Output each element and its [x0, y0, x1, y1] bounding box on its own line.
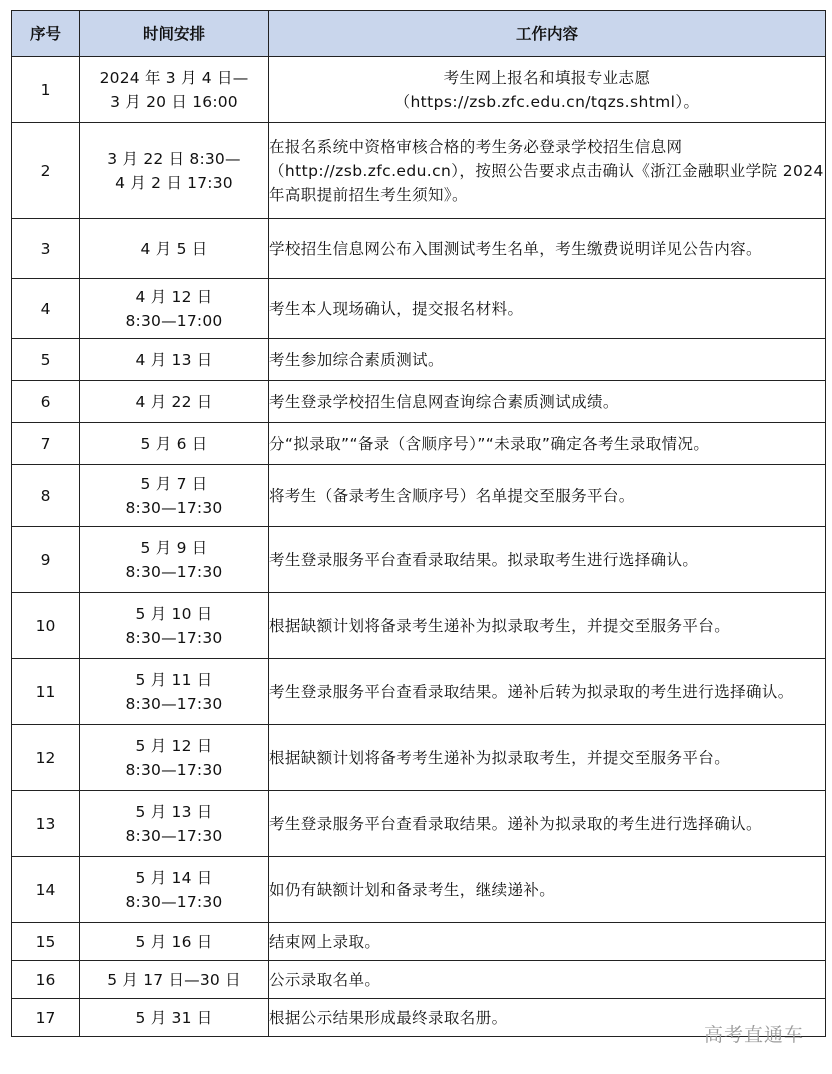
row-index: 14 [12, 857, 80, 923]
row-content: 在报名系统中资格审核合格的考生务必登录学校招生信息网（http://zsb.zfc.edu.cn），按照公告要求点击确认《浙江金融职业学院 2024 年高职提前招生考生须知》。 [269, 123, 826, 219]
table-row [12, 923, 826, 961]
row-index: 12 [12, 725, 80, 791]
row-time: 2024 年 3 月 4 日— 3 月 20 日 16:00 [80, 57, 269, 123]
row-content: 分“拟录取”“备录（含顺序号）”“未录取”确定各考生录取情况。 [269, 423, 826, 465]
row-time: 4 月 22 日 [80, 381, 269, 423]
schedule-table [11, 10, 826, 1037]
table-row [12, 279, 826, 339]
row-time: 5 月 14 日 8:30—17:30 [80, 857, 269, 923]
row-content: 考生登录服务平台查看录取结果。递补为拟录取的考生进行选择确认。 [269, 791, 826, 857]
row-index: 17 [12, 999, 80, 1037]
row-time: 5 月 6 日 [80, 423, 269, 465]
row-index: 6 [12, 381, 80, 423]
schedule-table-wrapper [11, 10, 825, 1037]
table-row [12, 423, 826, 465]
row-time: 5 月 16 日 [80, 923, 269, 961]
row-index: 5 [12, 339, 80, 381]
row-index: 1 [12, 57, 80, 123]
table-row [12, 593, 826, 659]
row-index: 10 [12, 593, 80, 659]
row-content: 根据公示结果形成最终录取名册。 [269, 999, 826, 1037]
table-row [12, 465, 826, 527]
row-time: 4 月 12 日 8:30—17:00 [80, 279, 269, 339]
row-content: 将考生（备录考生含顺序号）名单提交至服务平台。 [269, 465, 826, 527]
row-index: 13 [12, 791, 80, 857]
row-content: 考生参加综合素质测试。 [269, 339, 826, 381]
row-index: 7 [12, 423, 80, 465]
row-content: 公示录取名单。 [269, 961, 826, 999]
header-row [12, 11, 826, 57]
row-time: 5 月 7 日 8:30—17:30 [80, 465, 269, 527]
row-time: 4 月 13 日 [80, 339, 269, 381]
header-time: 时间安排 [80, 11, 269, 57]
row-content: 考生登录服务平台查看录取结果。拟录取考生进行选择确认。 [269, 527, 826, 593]
row-content: 考生登录学校招生信息网查询综合素质测试成绩。 [269, 381, 826, 423]
table-row [12, 381, 826, 423]
row-content: 考生本人现场确认，提交报名材料。 [269, 279, 826, 339]
table-row [12, 527, 826, 593]
watermark: 高考直通车 [703, 1024, 804, 1046]
row-content: 结束网上录取。 [269, 923, 826, 961]
row-index: 16 [12, 961, 80, 999]
row-time: 3 月 22 日 8:30— 4 月 2 日 17:30 [80, 123, 269, 219]
row-time: 5 月 13 日 8:30—17:30 [80, 791, 269, 857]
row-index: 11 [12, 659, 80, 725]
row-index: 3 [12, 219, 80, 279]
row-time: 5 月 17 日—30 日 [80, 961, 269, 999]
table-row [12, 725, 826, 791]
table-row [12, 123, 826, 219]
row-time: 5 月 12 日 8:30—17:30 [80, 725, 269, 791]
table-row [12, 219, 826, 279]
row-index: 8 [12, 465, 80, 527]
row-index: 2 [12, 123, 80, 219]
header-content: 工作内容 [269, 11, 826, 57]
table-row [12, 857, 826, 923]
row-index: 9 [12, 527, 80, 593]
row-content: 学校招生信息网公布入围测试考生名单，考生缴费说明详见公告内容。 [269, 219, 826, 279]
row-time: 4 月 5 日 [80, 219, 269, 279]
header-index: 序号 [12, 11, 80, 57]
row-time: 5 月 31 日 [80, 999, 269, 1037]
row-index: 15 [12, 923, 80, 961]
table-row [12, 57, 826, 123]
row-content: 根据缺额计划将备录考生递补为拟录取考生，并提交至服务平台。 [269, 593, 826, 659]
row-content: 考生网上报名和填报专业志愿 （https://zsb.zfc.edu.cn/tqzs.shtml）。 [269, 57, 826, 123]
row-time: 5 月 9 日 8:30—17:30 [80, 527, 269, 593]
row-index: 4 [12, 279, 80, 339]
row-content: 如仍有缺额计划和备录考生，继续递补。 [269, 857, 826, 923]
table-row [12, 961, 826, 999]
table-row [12, 659, 826, 725]
row-time: 5 月 10 日 8:30—17:30 [80, 593, 269, 659]
row-content: 根据缺额计划将备考考生递补为拟录取考生，并提交至服务平台。 [269, 725, 826, 791]
row-content: 考生登录服务平台查看录取结果。递补后转为拟录取的考生进行选择确认。 [269, 659, 826, 725]
row-time: 5 月 11 日 8:30—17:30 [80, 659, 269, 725]
table-row [12, 791, 826, 857]
table-row [12, 339, 826, 381]
